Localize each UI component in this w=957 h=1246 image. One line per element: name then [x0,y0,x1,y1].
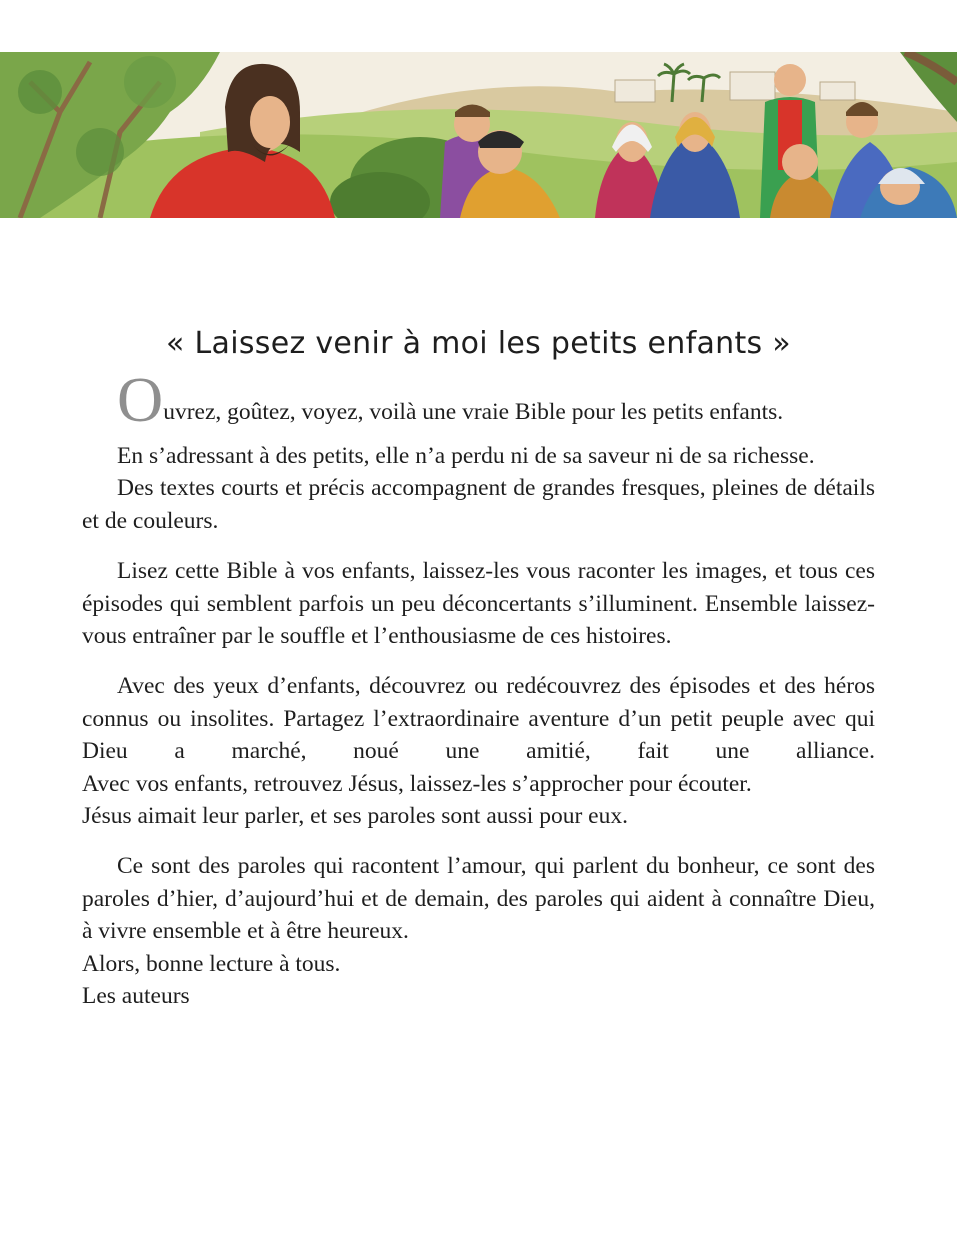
page-title: « Laissez venir à moi les petits enfants » [166,326,791,361]
paragraph: Avec des yeux d’enfants, découvrez ou redécouvrez des épisodes et des héros connus ou insolites. Partagez l’extraordinaire aventure d’un petit peuple avec qui Dieu a marché, noué une amitié, fait une alliance. [82,673,875,765]
paragraph: Lisez cette Bible à vos enfants, laissez-les vous raconter les images, et tous ces épisodes qui semblent parfois un peu déconcertants s’illuminent. Ensemble laissez-vous entraîner par le souffle et l’enthousiasme de ces histoires. [82,558,875,650]
paragraph: Avec vos enfants, retrouvez Jésus, laissez-les s’approcher pour écouter. [82,770,752,797]
intro-paragraph [82,364,875,440]
paragraph: En s’adressant à des petits, elle n’a perdu ni de sa saveur ni de sa richesse. [117,443,815,469]
paragraph: Jésus aimait leur parler, et ses paroles sont aussi pour eux. [82,803,628,830]
intro-line [82,364,875,440]
signature: Les auteurs [82,983,190,1010]
preface-text [82,364,875,1013]
paragraph: Alors, bonne lecture à tous. [82,950,341,977]
drop-cap: O [117,364,164,435]
header-illustration [0,52,957,218]
jesus-teaching-crowd-illustration [0,52,957,218]
intro-rest: uvrez, goûtez, voyez, voilà une vraie Bible pour les petits enfants. [163,399,784,425]
paragraph: Ce sont des paroles qui racontent l’amour, qui parlent du bonheur, ce sont des paroles d’hier, d’aujourd’hui et de demain, des paroles qui aident à connaître Dieu, à vivre ensemble et à être heureux. [82,853,875,945]
paragraph: Des textes courts et précis accompagnent de grandes fresques, pleines de détails et de couleurs. [82,475,875,534]
